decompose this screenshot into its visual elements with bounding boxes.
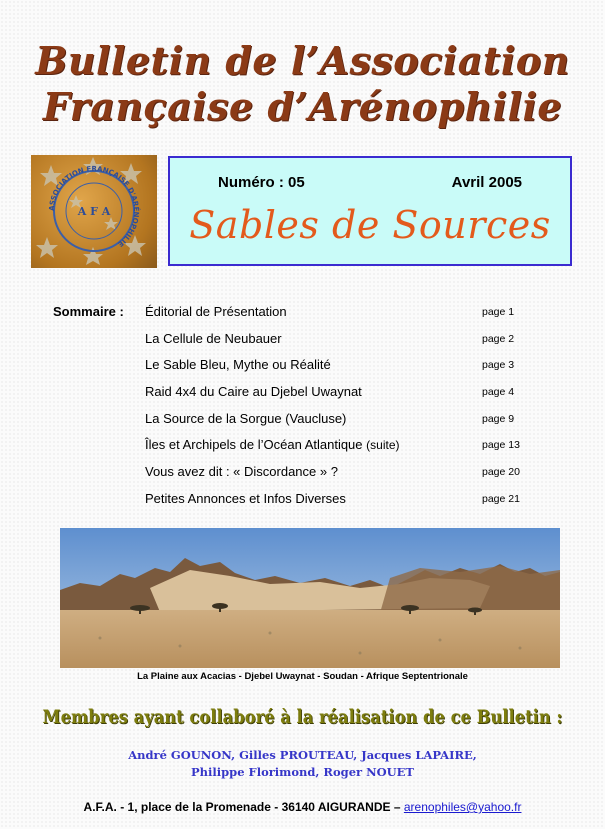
issue-box [168, 156, 572, 266]
bulletin-title-line2: Française d’Arénophilie [42, 84, 563, 129]
toc-item-title: Îles et Archipels de l’Océan Atlantique [145, 437, 363, 453]
toc-item-suffix: (suite) [366, 438, 400, 453]
footer [0, 800, 605, 814]
footer-address: A.F.A. - 1, place de la Promenade - 36140 AIGURANDE – [83, 800, 401, 814]
bulletin-title-line1: Bulletin de l’Association [35, 38, 570, 83]
email-link[interactable]: arenophiles@yahoo.fr [403, 800, 522, 814]
photo-caption: La Plaine aux Acacias - Djebel Uwaynat - Soudan - Afrique Septentrionale [137, 671, 468, 682]
issue-title: Sables de Sources [189, 203, 551, 247]
members-line1: André GOUNON, Gilles PROUTEAU, Jacques LAPAIRE, [128, 748, 477, 762]
toc-item-page: page 21 [482, 492, 520, 505]
logo-graphic [31, 155, 157, 268]
toc-item-title: La Cellule de Neubauer [145, 330, 282, 346]
toc-item-title: Éditorial de Présentation [145, 304, 287, 319]
logo-text: A F A [77, 205, 111, 218]
toc-item [145, 357, 545, 384]
toc-item-title: Raid 4x4 du Caire au Djebel Uwaynat [145, 384, 362, 400]
toc-item [145, 464, 545, 491]
toc-item [145, 304, 545, 331]
toc-item-title: Le Sable Bleu, Mythe ou Réalité [145, 357, 331, 373]
toc-item-page: page 13 [482, 439, 520, 452]
toc-item-page: page 4 [482, 386, 515, 399]
toc-label: Sommaire : [53, 304, 124, 319]
toc-item [145, 331, 545, 358]
toc-item-title: La Source de la Sorgue (Vaucluse) [145, 410, 347, 426]
toc-item-title: Petites Annonces et Infos Diverses [145, 490, 346, 506]
issue-number: Numéro : 05 [218, 174, 305, 191]
toc-item [145, 491, 545, 518]
members-heading: Membres ayant collaboré à la réalisation de ce Bulletin : [42, 706, 563, 728]
members-line2: Philippe Florimond, Roger NOUET [191, 765, 414, 779]
desert-landscape-image [60, 528, 560, 668]
toc-item-title: Vous avez dit : « Discordance » ? [145, 464, 338, 480]
issue-date: Avril 2005 [451, 174, 522, 191]
toc-item-page: page 20 [482, 466, 520, 479]
association-logo [31, 155, 157, 268]
desert-photo [60, 528, 560, 668]
toc-item [145, 437, 545, 464]
table-of-contents [145, 304, 545, 518]
toc-item-page: page 3 [482, 359, 515, 372]
toc-item-page: page 1 [482, 306, 515, 318]
toc-item [145, 411, 545, 438]
toc-item-page: page 9 [482, 412, 515, 425]
toc-item-page: page 2 [482, 332, 515, 345]
toc-item [145, 384, 545, 411]
logo-ring-text: ASSOCIATION FRANÇAISE D'ARÉNOPHILIE [47, 164, 141, 249]
